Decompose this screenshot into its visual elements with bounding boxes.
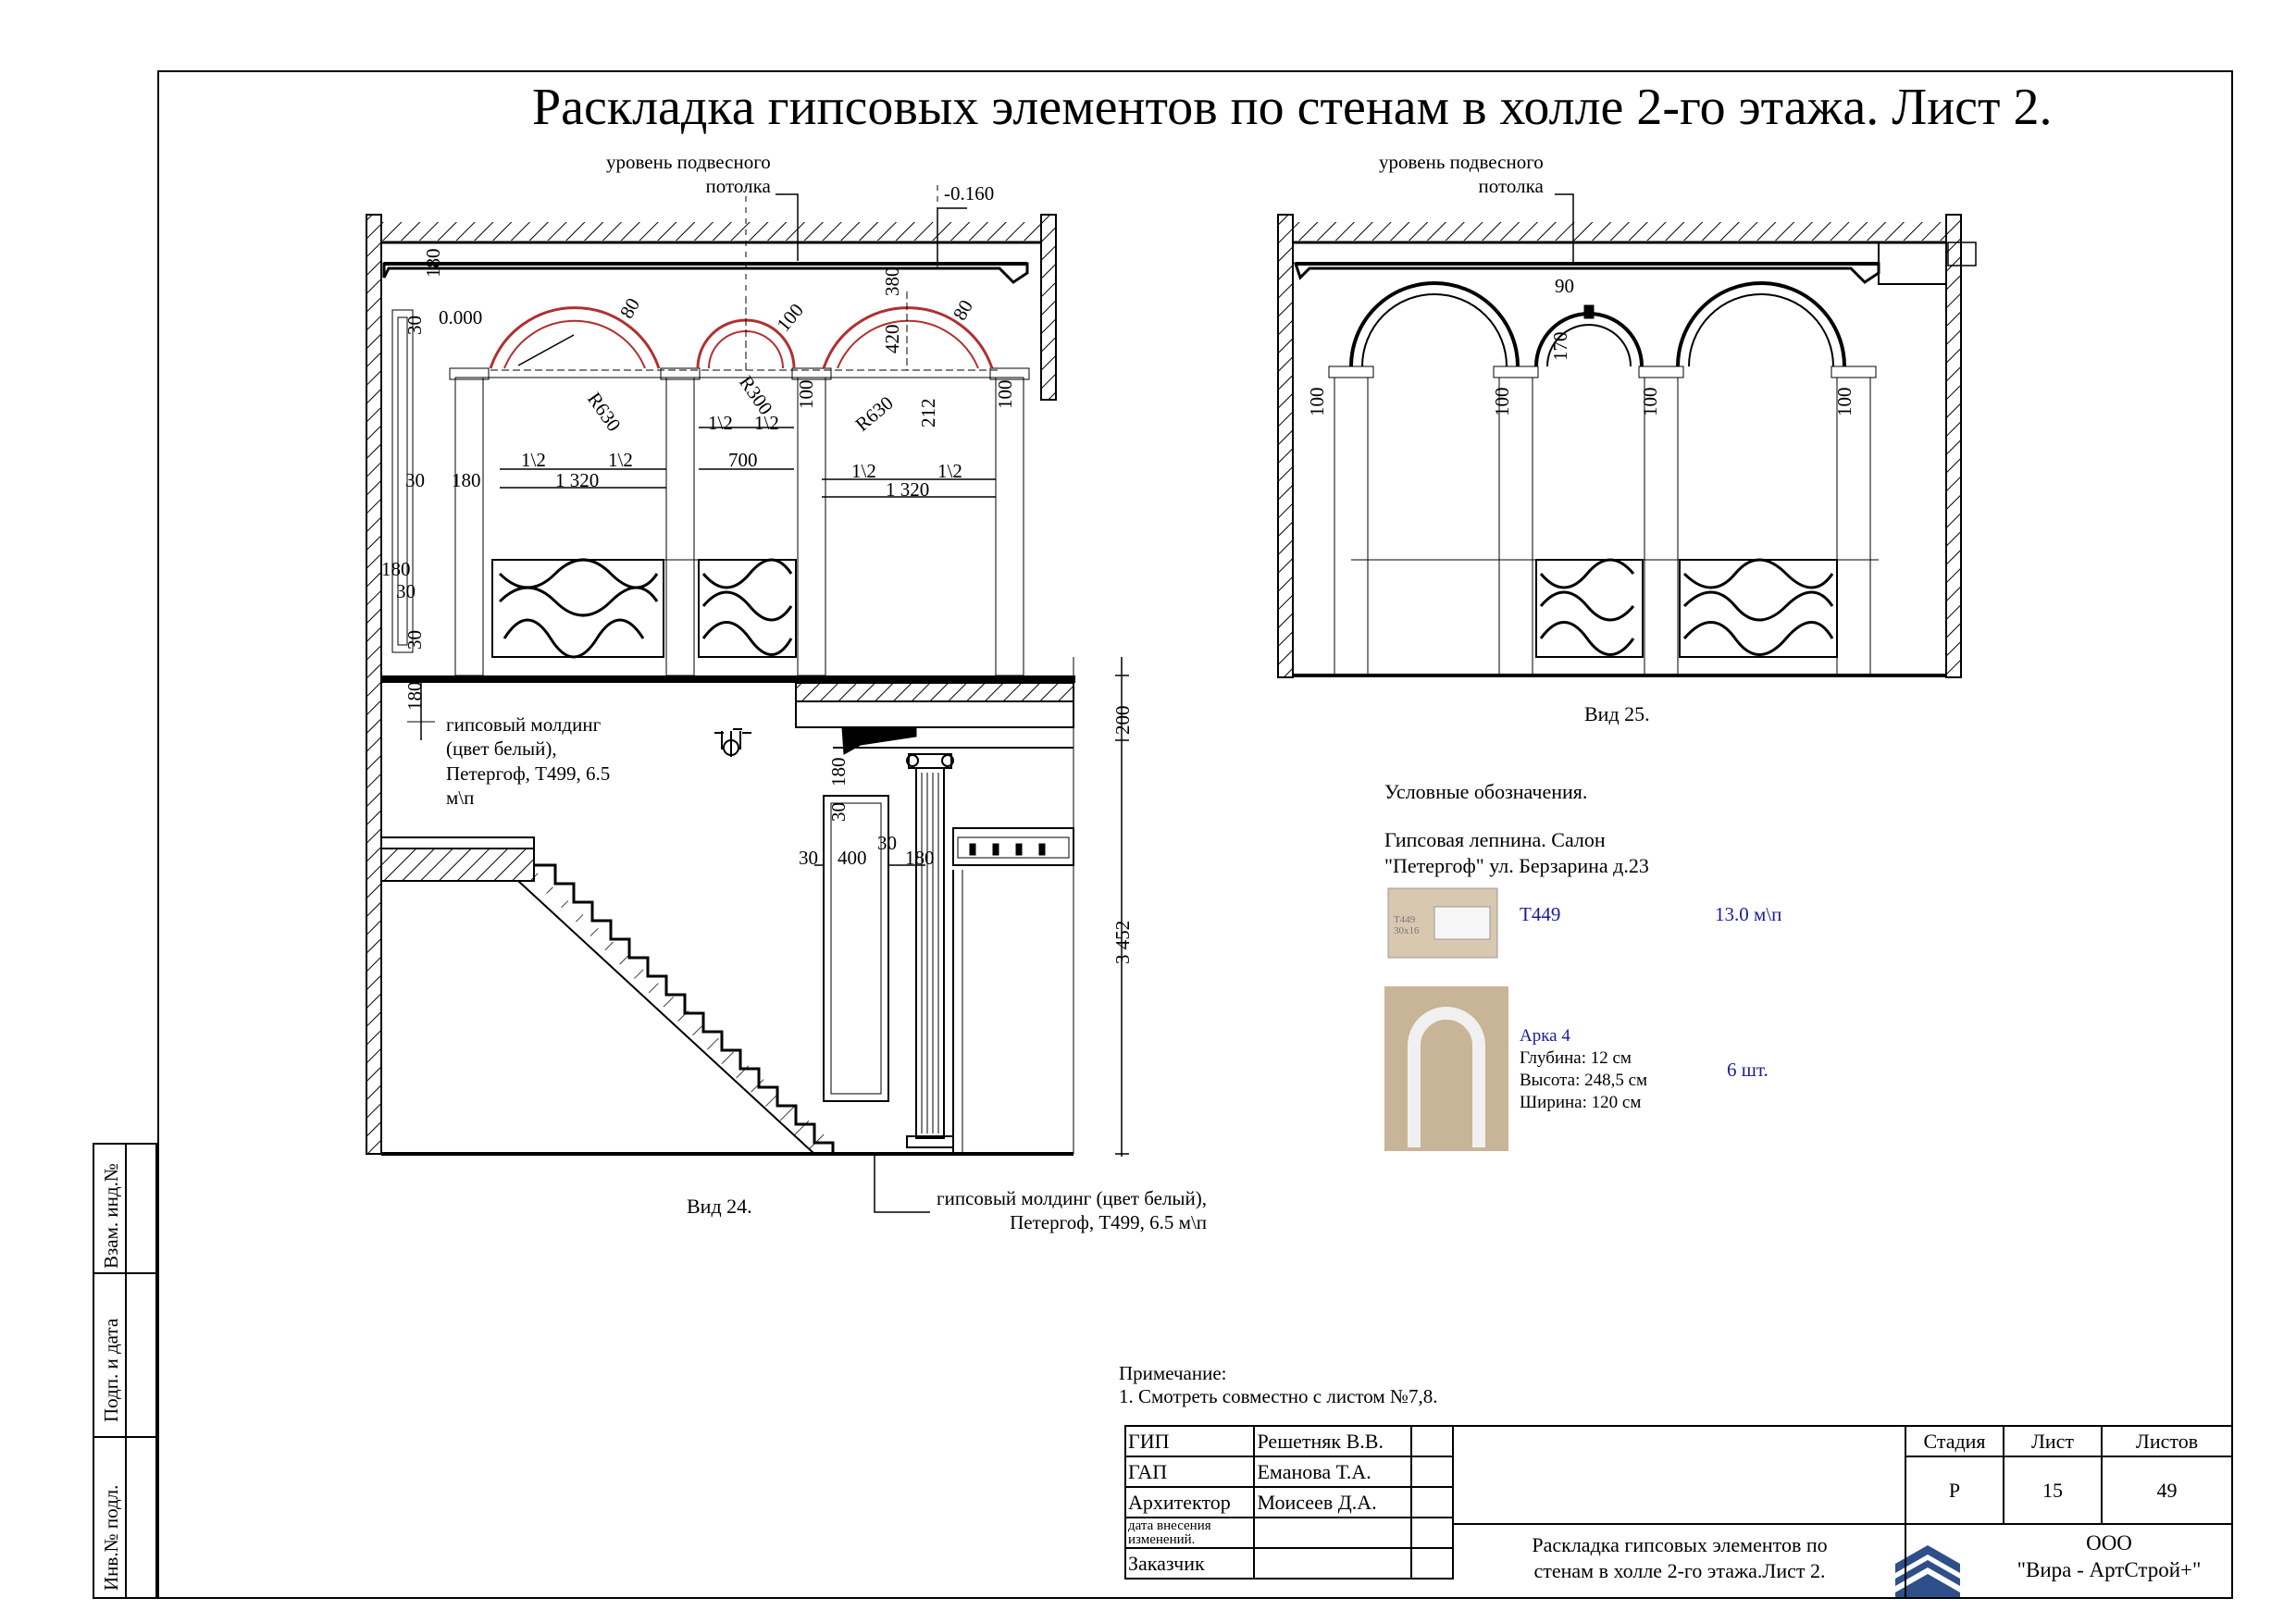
dim-label: 30 (799, 847, 818, 869)
sheet-title-block: Раскладка гипсовых элементов по стенам в холле 2-го этажа.Лист 2. (1532, 1533, 1828, 1582)
dim-label: 1\2 (521, 449, 546, 471)
role: дата внесения изменений. (1125, 1518, 1254, 1548)
sheet-title: Раскладка гипсовых элементов по стенам в холле 2-го этажа. Лист 2. (532, 79, 2053, 136)
dim-label: 1\2 (608, 449, 633, 471)
dim-label: 30 (403, 630, 426, 650)
dim-label: 30 (403, 316, 426, 335)
sheet-number: 15 (2004, 1456, 2102, 1524)
dim-label: 100 (1306, 387, 1328, 416)
company-name: ООО "Вира - АртСтрой+" (2017, 1531, 2202, 1581)
dim-label: 1\2 (851, 460, 876, 482)
role: ГАП (1125, 1456, 1254, 1487)
dim-label: 200 (1111, 705, 1134, 735)
dim-label: 420 (881, 324, 903, 353)
sheet-label: Лист (2004, 1426, 2102, 1456)
people-table (1124, 1425, 1454, 1580)
view24-ceiling-label: уровень подвесного потолка (606, 151, 771, 198)
dim-label: 1\2 (937, 460, 962, 482)
person-name: Еманова Т.А. (1254, 1456, 1410, 1487)
view25-ceiling-label: уровень подвесного потолка (1379, 151, 1544, 198)
dim-label: R630 (850, 391, 898, 436)
molding-thumb-caption: T449 30x16 (1394, 914, 1420, 937)
dim-label: 1 320 (555, 469, 600, 491)
dim-label: 30 (827, 802, 850, 822)
dim-label: 30 (405, 469, 425, 491)
dim-label: 212 (917, 398, 939, 427)
legend-item-code: Т449 (1520, 903, 1561, 925)
dim-label: 180 (403, 681, 426, 711)
side-stamp (93, 1143, 157, 1599)
view24-caption: Вид 24. (687, 1195, 752, 1218)
stage-label: Стадия (1905, 1426, 2004, 1456)
dim-label: 180 (452, 469, 481, 491)
note: Примечание: 1. Смотреть совместно с листом №7,8. (1119, 1362, 1438, 1408)
legend-item-qty: 6 шт. (1727, 1059, 1769, 1081)
role: ГИП (1125, 1426, 1254, 1456)
person-name: Решетняк В.В. (1254, 1426, 1410, 1456)
dim-label: 180 (905, 847, 935, 869)
legend-heading: Условные обозначения. (1384, 780, 1588, 803)
dim-label: 30 (396, 580, 416, 602)
legend-supplier: Гипсовая лепнина. Салон "Петергоф" ул. Берзарина д.23 (1384, 828, 1649, 877)
dim-label: 700 (728, 449, 758, 471)
stage-table (1905, 1425, 2233, 1525)
dim-label: 100 (772, 299, 808, 336)
dim-label: R630 (582, 388, 626, 436)
dim-label: 1\2 (708, 412, 733, 434)
side-stamp-label: Подп. и дата (100, 1318, 122, 1422)
dim-label: 3 452 (1111, 920, 1134, 964)
dim-label: 100 (1491, 387, 1513, 416)
person-name (1254, 1518, 1410, 1548)
dim-label: 180 (381, 558, 411, 580)
dim-label: 1\2 (754, 412, 779, 434)
dim-label: 80 (948, 295, 978, 325)
sheets-label: Листов (2102, 1426, 2232, 1456)
dim-label: 180 (422, 248, 444, 278)
molding-note-1: гипсовый молдинг (цвет белый), Петергоф, Т499, 6.5 м\п (446, 713, 611, 809)
view24-level-top: -0.160 (944, 182, 995, 204)
stage-value: Р (1905, 1456, 2004, 1524)
dim-label: 170 (1549, 331, 1571, 361)
view-25-elevation (1278, 194, 1976, 677)
dim-label: 380 (881, 266, 903, 296)
view25-caption: Вид 25. (1584, 702, 1650, 725)
view24-level-zero: 0.000 (439, 306, 483, 328)
legend-item-name: Арка 4 (1520, 1026, 1570, 1046)
dim-label: 30 (877, 832, 897, 854)
person-name (1254, 1548, 1410, 1579)
legend-item-qty: 13.0 м\п (1715, 903, 1782, 925)
molding-note-2: гипсовый молдинг (цвет белый), Петергоф, Т499, 6.5 м\п (937, 1187, 1208, 1234)
title-block (1124, 1425, 2233, 1599)
dim-label: 100 (1833, 387, 1855, 416)
side-stamp-label: Взам. инд.№ (100, 1163, 122, 1269)
dim-label: 100 (1639, 387, 1661, 416)
dim-label: 1 320 (886, 478, 930, 501)
dim-label: 400 (838, 847, 867, 869)
side-stamp-label: Инв.№ подл. (100, 1484, 122, 1591)
person-name: Моисеев Д.А. (1254, 1487, 1410, 1518)
dim-label: R300 (734, 371, 777, 419)
role: Архитектор (1125, 1487, 1254, 1518)
dim-label: 80 (614, 293, 645, 323)
view-24-elevation (366, 185, 1129, 1212)
sheets-total: 49 (2102, 1456, 2232, 1524)
dim-label: 100 (795, 379, 817, 409)
dim-label: 100 (994, 379, 1016, 409)
role: Заказчик (1125, 1548, 1254, 1579)
legend-item-specs: Глубина: 12 см Высота: 248,5 см Ширина: 120 см (1520, 1048, 1648, 1112)
dim-label: 180 (827, 757, 850, 787)
dim-label: 90 (1555, 275, 1574, 297)
